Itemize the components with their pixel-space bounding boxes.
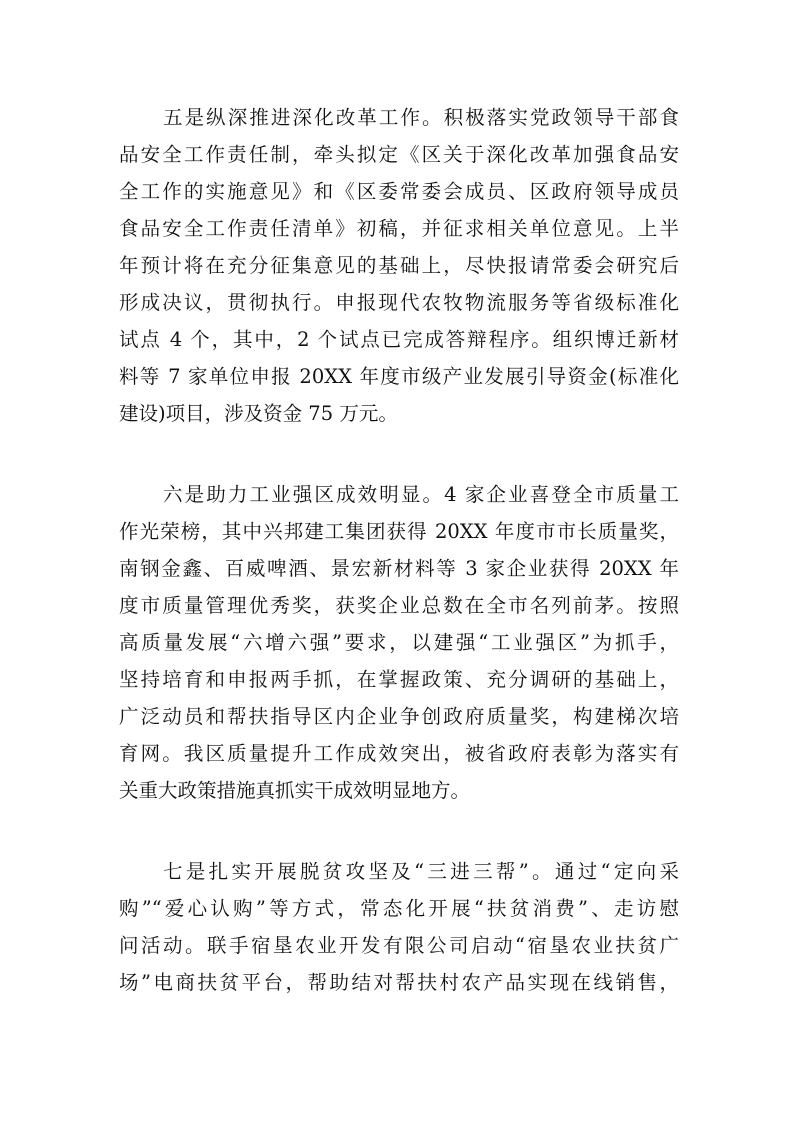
- paragraph-2-line-3: 南钢金鑫、百威啤酒、景宏新材料等 3 家企业获得 20XX 年: [119, 557, 679, 580]
- paragraph-1-line-7: 试点 4 个，其中，2 个试点已完成答辩程序。组织博迁新材: [119, 328, 679, 351]
- paragraph-3-line-1: 七是扎实开展脱贫攻坚及“三进三帮”。通过“定向采: [163, 860, 679, 883]
- paragraph-2-line-5: 高质量发展“六增六强”要求，以建强“工业强区”为抓手，: [119, 631, 679, 654]
- paragraph-2-line-4: 度市质量管理优秀奖，获奖企业总数在全市名列前茅。按照: [119, 594, 679, 617]
- paragraph-1-line-2: 品安全工作责任制，牵头拟定《区关于深化改革加强食品安: [119, 143, 679, 166]
- paragraph-3-line-2: 购”“爱心认购”等方式，常态化开展“扶贫消费”、走访慰: [119, 897, 679, 920]
- paragraph-2-line-7: 广泛动员和帮扶指导区内企业争创政府质量奖，构建梯次培: [119, 705, 679, 728]
- paragraph-1-line-9: 建设)项目，涉及资金 75 万元。: [119, 402, 398, 425]
- paragraph-3-line-3: 问活动。联手宿垦农业开发有限公司启动“宿垦农业扶贫广: [119, 934, 679, 957]
- paragraph-3-line-4: 场”电商扶贫平台，帮助结对帮扶村农产品实现在线销售，: [119, 971, 679, 994]
- paragraph-2-line-9: 关重大政策措施真抓实干成效明显地方。: [119, 779, 471, 802]
- paragraph-1-line-5: 年预计将在充分征集意见的基础上，尽快报请常委会研究后: [119, 254, 679, 277]
- paragraph-2-line-8: 育网。我区质量提升工作成效突出，被省政府表彰为落实有: [119, 742, 679, 765]
- paragraph-1-line-1: 五是纵深推进深化改革工作。积极落实党政领导干部食: [163, 106, 679, 129]
- paragraph-1-line-8: 料等 7 家单位申报 20XX 年度市级产业发展引导资金(标准化: [119, 365, 679, 388]
- paragraph-1-line-4: 食品安全工作责任清单》初稿，并征求相关单位意见。上半: [119, 217, 679, 240]
- paragraph-2-line-6: 坚持培育和申报两手抓，在掌握政策、充分调研的基础上，: [119, 668, 679, 691]
- paragraph-2-line-2: 作光荣榜，其中兴邦建工集团获得 20XX 年度市市长质量奖，: [119, 520, 679, 543]
- paragraph-1-line-6: 形成决议，贯彻执行。申报现代农牧物流服务等省级标准化: [119, 291, 679, 314]
- paragraph-1-line-3: 全工作的实施意见》和《区委常委会成员、区政府领导成员: [119, 180, 679, 203]
- paragraph-2-line-1: 六是助力工业强区成效明显。4 家企业喜登全市质量工: [163, 483, 679, 506]
